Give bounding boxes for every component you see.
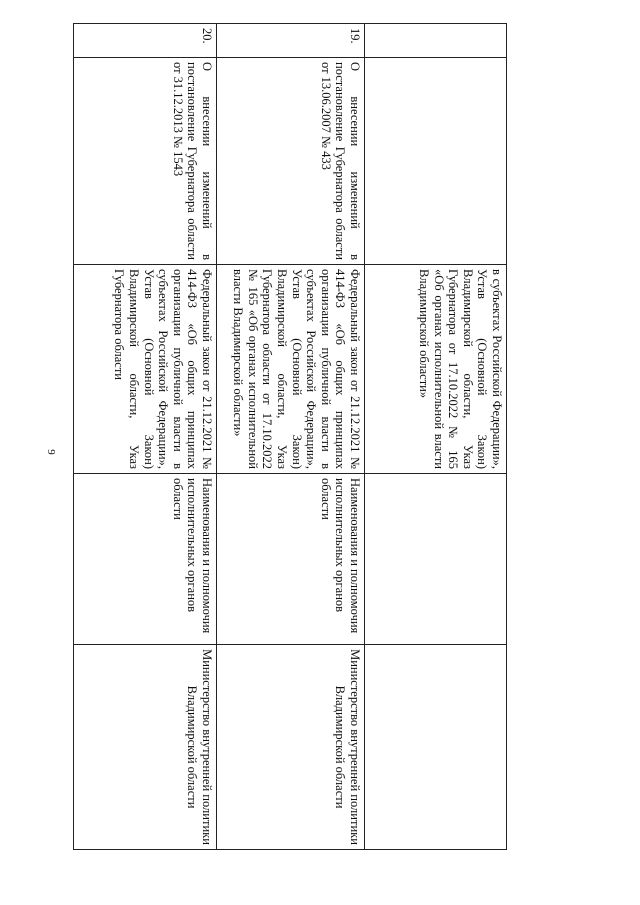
- row-number-cell: [365, 24, 507, 58]
- legal-basis-cell: Федеральный закон от 21.12.2021 № 414-ФЗ «Об общих принципах организации публичной власти в субъектах Российской Федерации», Устав (Основной Закон) Владимирской области, Указ Губернатора области от 17.10.2022 № 165 «Об органах исполнительной власти Владимирской области»: [217, 265, 365, 474]
- title-cell: О внесении изменений в постановление Губернатора области от 31.12.2013 № 1543: [74, 58, 217, 265]
- title-cell: [365, 58, 507, 265]
- powers-cell: [365, 474, 507, 645]
- table-row-continuation: [365, 24, 507, 850]
- legal-basis-cell: в субъектах Российской Федерации», Устав (Основной Закон) Владимирской области, Указ Губернатора от 17.10.2022 № 165 «Об органах исполнительной власти Владимирской области»: [365, 265, 507, 474]
- responsible-cell: [365, 645, 507, 850]
- page-number: 9: [44, 449, 57, 455]
- plan-table: [73, 23, 507, 850]
- table-row: [217, 24, 365, 850]
- rotated-page-content: [79, 23, 507, 849]
- responsible-cell: Министерство внутренней политики Владимирской области: [74, 645, 217, 850]
- table-row: [74, 24, 217, 850]
- row-number-cell: 19.: [217, 24, 365, 58]
- legal-basis-cell: Федеральный закон от 21.12.2021 № 414-ФЗ «Об общих принципах организации публичной власти в субъектах Российской Федерации», Устав (Основной Закон) Владимирской области, Указ Губернатора области: [74, 265, 217, 474]
- table-rotation-frame: [79, 23, 640, 845]
- row-number-cell: 20.: [74, 24, 217, 58]
- powers-cell: Наименования и полномочия исполнительных органов области: [74, 474, 217, 645]
- title-cell: О внесении изменений в постановление Губернатора области от 13.06.2007 № 433: [217, 58, 365, 265]
- responsible-cell: Министерство внутренней политики Владимирской области: [217, 645, 365, 850]
- powers-cell: Наименования и полномочия исполнительных органов области: [217, 474, 365, 645]
